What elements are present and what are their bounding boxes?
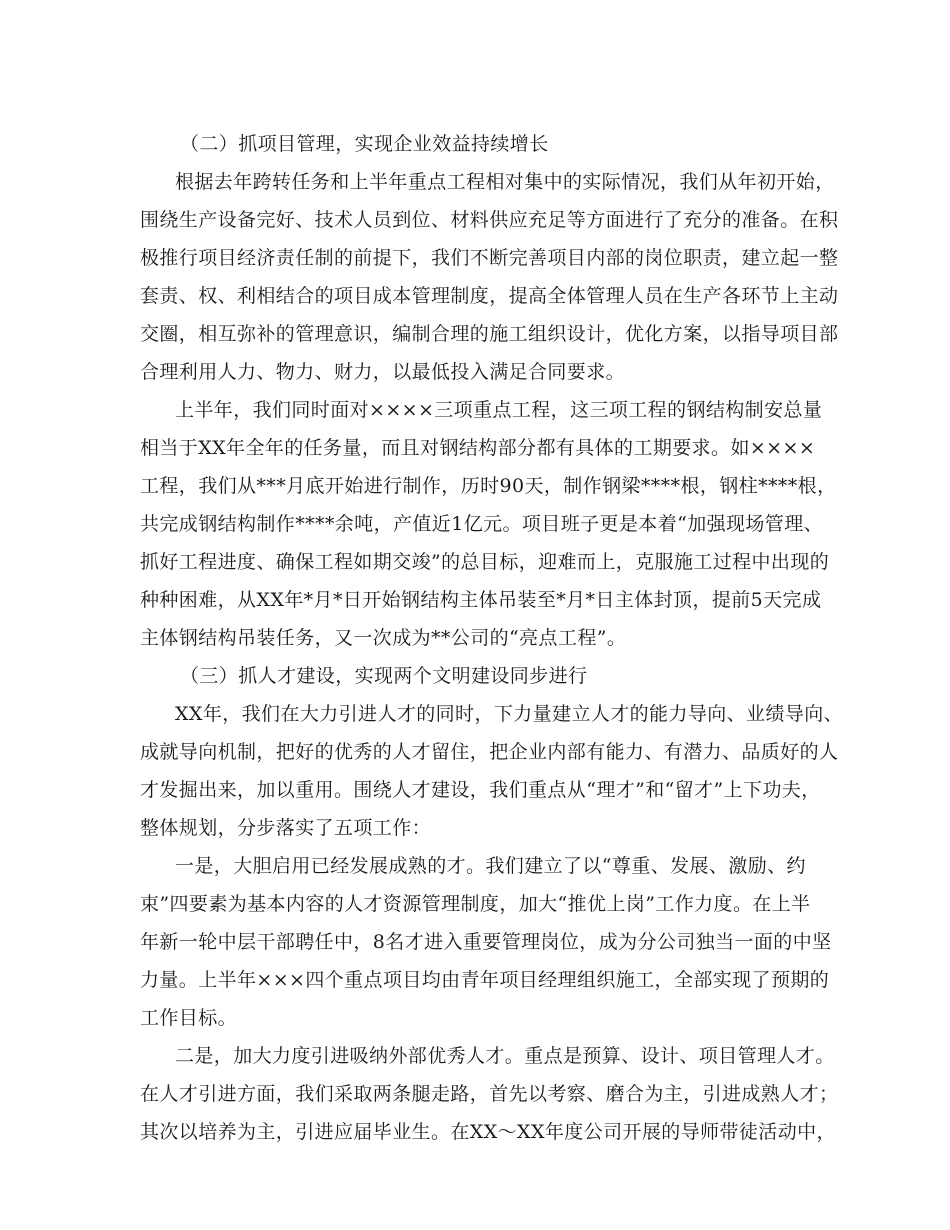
paragraph-line: 套责、权、利相结合的项目成本管理制度，提高全体管理人员在生产各环节上主动	[140, 285, 839, 307]
paragraph-line: 工作目标。	[140, 1007, 238, 1029]
paragraph-line: 年新一轮中层干部聘任中，8名才进入重要管理岗位，成为分公司独当一面的中坚	[140, 931, 832, 953]
paragraph-line: 相当于XX年全年的任务量，而且对钢结构部分都有具体的工期要求。如××××	[140, 437, 816, 459]
paragraph-line: 力量。上半年×××四个重点项目均由青年项目经理组织施工，全部实现了预期的	[140, 969, 830, 991]
paragraph-line: 合理利用人力、物力、财力，以最低投入满足合同要求。	[140, 361, 626, 383]
paragraph-line: 主体钢结构吊装任务，又一次成为**公司的“亮点工程”。	[140, 627, 627, 649]
paragraph-line: 成就导向机制，把好的优秀的人才留住，把企业内部有能力、有潜力、品质好的人	[140, 741, 839, 763]
paragraph-line: 根据去年跨转任务和上半年重点工程相对集中的实际情况，我们从年初开始，	[175, 171, 835, 193]
heading-section-2: （二）抓项目管理，实现企业效益持续增长	[180, 133, 549, 155]
paragraph-line: 共完成钢结构制作****余吨，产值近1亿元。项目班子更是本着“加强现场管理、	[140, 513, 824, 535]
paragraph-line: XX年，我们在大力引进人才的同时，下力量建立人才的能力导向、业绩导向、	[175, 703, 844, 725]
paragraph-line: 整体规划，分步落实了五项工作：	[140, 817, 432, 839]
heading-section-3: （三）抓人才建设，实现两个文明建设同步进行	[180, 665, 588, 687]
paragraph-line: 抓好工程进度、确保工程如期交竣”的总目标，迎难而上，克服施工过程中出现的	[140, 551, 830, 573]
paragraph-line: 二是，加大力度引进吸纳外部优秀人才。重点是预算、设计、项目管理人才。	[175, 1045, 835, 1067]
paragraph-line: 才发掘出来，加以重用。围绕人才建设，我们重点从“理才”和“留才”上下功夫，	[140, 779, 821, 801]
paragraph-line: 围绕生产设备完好、技术人员到位、材料供应充足等方面进行了充分的准备。在积	[140, 209, 839, 231]
paragraph-line: 在人才引进方面，我们采取两条腿走路，首先以考察、磨合为主，引进成熟人才；	[140, 1083, 839, 1105]
paragraph-line: 上半年，我们同时面对××××三项重点工程，这三项工程的钢结构制安总量	[175, 399, 823, 421]
paragraph-line: 交圈，相互弥补的管理意识，编制合理的施工组织设计，优化方案，以指导项目部	[140, 323, 839, 345]
paragraph-line: 束”四要素为基本内容的人才资源管理制度，加大“推优上岗”工作力度。在上半	[140, 893, 811, 915]
paragraph-line: 其次以培养为主，引进应届毕业生。在XX～XX年度公司开展的导师带徒活动中，	[140, 1121, 836, 1143]
paragraph-line: 一是，大胆启用已经发展成熟的才。我们建立了以“尊重、发展、激励、约	[175, 855, 806, 877]
paragraph-line: 工程，我们从***月底开始进行制作，历时90天，制作钢梁****根，钢柱****根，	[140, 475, 837, 497]
paragraph-line: 极推行项目经济责任制的前提下，我们不断完善项目内部的岗位职责，建立起一整	[140, 247, 839, 269]
paragraph-line: 种种困难，从XX年*月*日开始钢结构主体吊装至*月*日主体封顶，提前5天完成	[140, 589, 822, 611]
